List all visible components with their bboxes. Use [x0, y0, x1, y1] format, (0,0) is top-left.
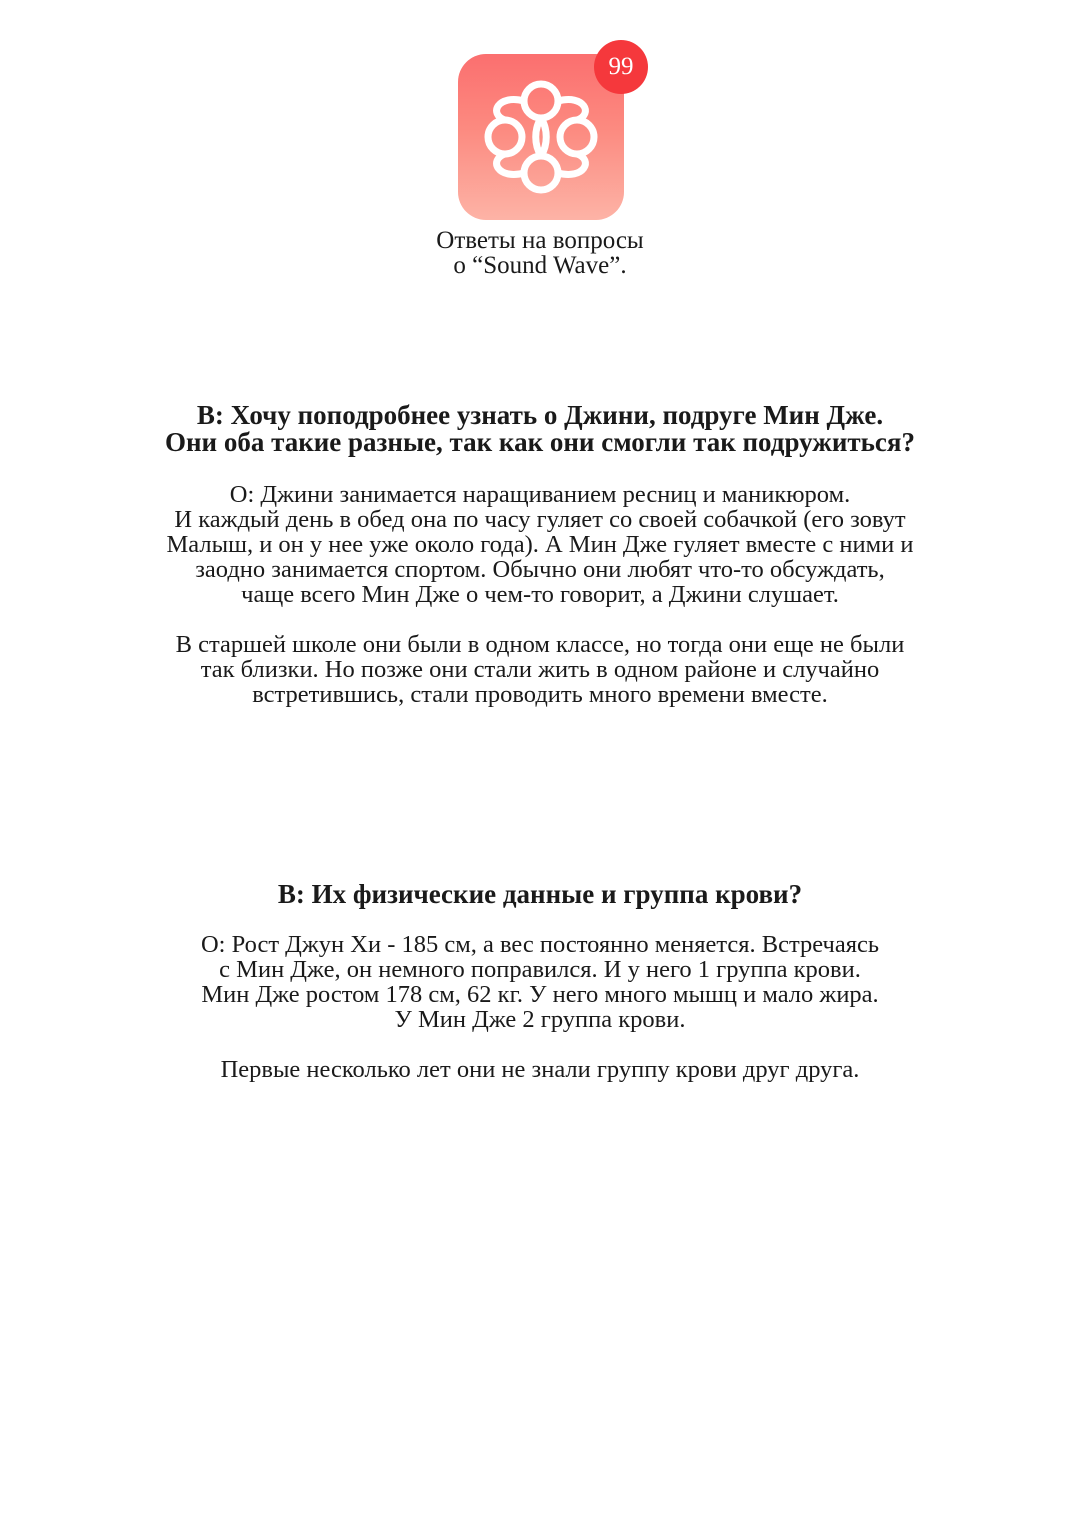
question-line: Они оба такие разные, так как они смогли так подружиться?: [164, 427, 916, 457]
answer-line: чаще всего Мин Дже о чем-то говорит, а Джини слушает.: [241, 581, 839, 608]
answer-line: И каждый день в обед она по часу гуляет со своей собачкой (его зовут: [174, 506, 906, 533]
answer-paragraph: [120, 632, 960, 707]
answer-paragraph: [120, 932, 960, 1032]
caption-line: Ответы на вопросы: [436, 227, 644, 254]
answer-line: У Мин Дже 2 группа крови.: [394, 1006, 686, 1033]
answer-line: с Мин Дже, он немного поправился. И у него 1 группа крови.: [219, 956, 861, 983]
answer-line: О: Джини занимается наращиванием ресниц и маникюром.: [229, 481, 851, 508]
answer-line: В старшей школе они были в одном классе, но тогда они еще не были: [175, 631, 905, 658]
answer-line: встретившись, стали проводить много времени вместе.: [252, 681, 828, 708]
qa-block: [120, 402, 960, 707]
question-line: В: Хочу поподробнее узнать о Джини, подруге Мин Дже.: [196, 400, 884, 430]
answer-line: Мин Дже ростом 178 см, 62 кг. У него много мышц и мало жира.: [201, 981, 879, 1008]
answer-line: Малыш, и он у нее уже около года). А Мин Дже гуляет вместе с ними и: [166, 531, 914, 558]
caption-line: о “Sound Wave”.: [453, 252, 627, 279]
qa-block: [120, 881, 960, 1082]
question: [120, 402, 960, 456]
answer-paragraph: [120, 1057, 960, 1082]
answer-line: О: Рост Джун Хи - 185 см, а вес постоянно меняется. Встречаясь: [200, 931, 880, 958]
answer: [120, 932, 960, 1082]
question-line: В: Их физические данные и группа крови?: [277, 879, 803, 909]
answer: [120, 482, 960, 707]
answer-paragraph: [120, 482, 960, 607]
notification-badge: 99: [594, 40, 648, 94]
answer-line: заодно занимается спортом. Обычно они любят что-то обсуждать,: [195, 556, 885, 583]
icon-caption: [340, 228, 740, 278]
question: [120, 881, 960, 908]
answer-line: Первые несколько лет они не знали группу крови друг друга.: [220, 1056, 860, 1083]
answer-line: так близки. Но позже они стали жить в одном районе и случайно: [200, 656, 880, 683]
